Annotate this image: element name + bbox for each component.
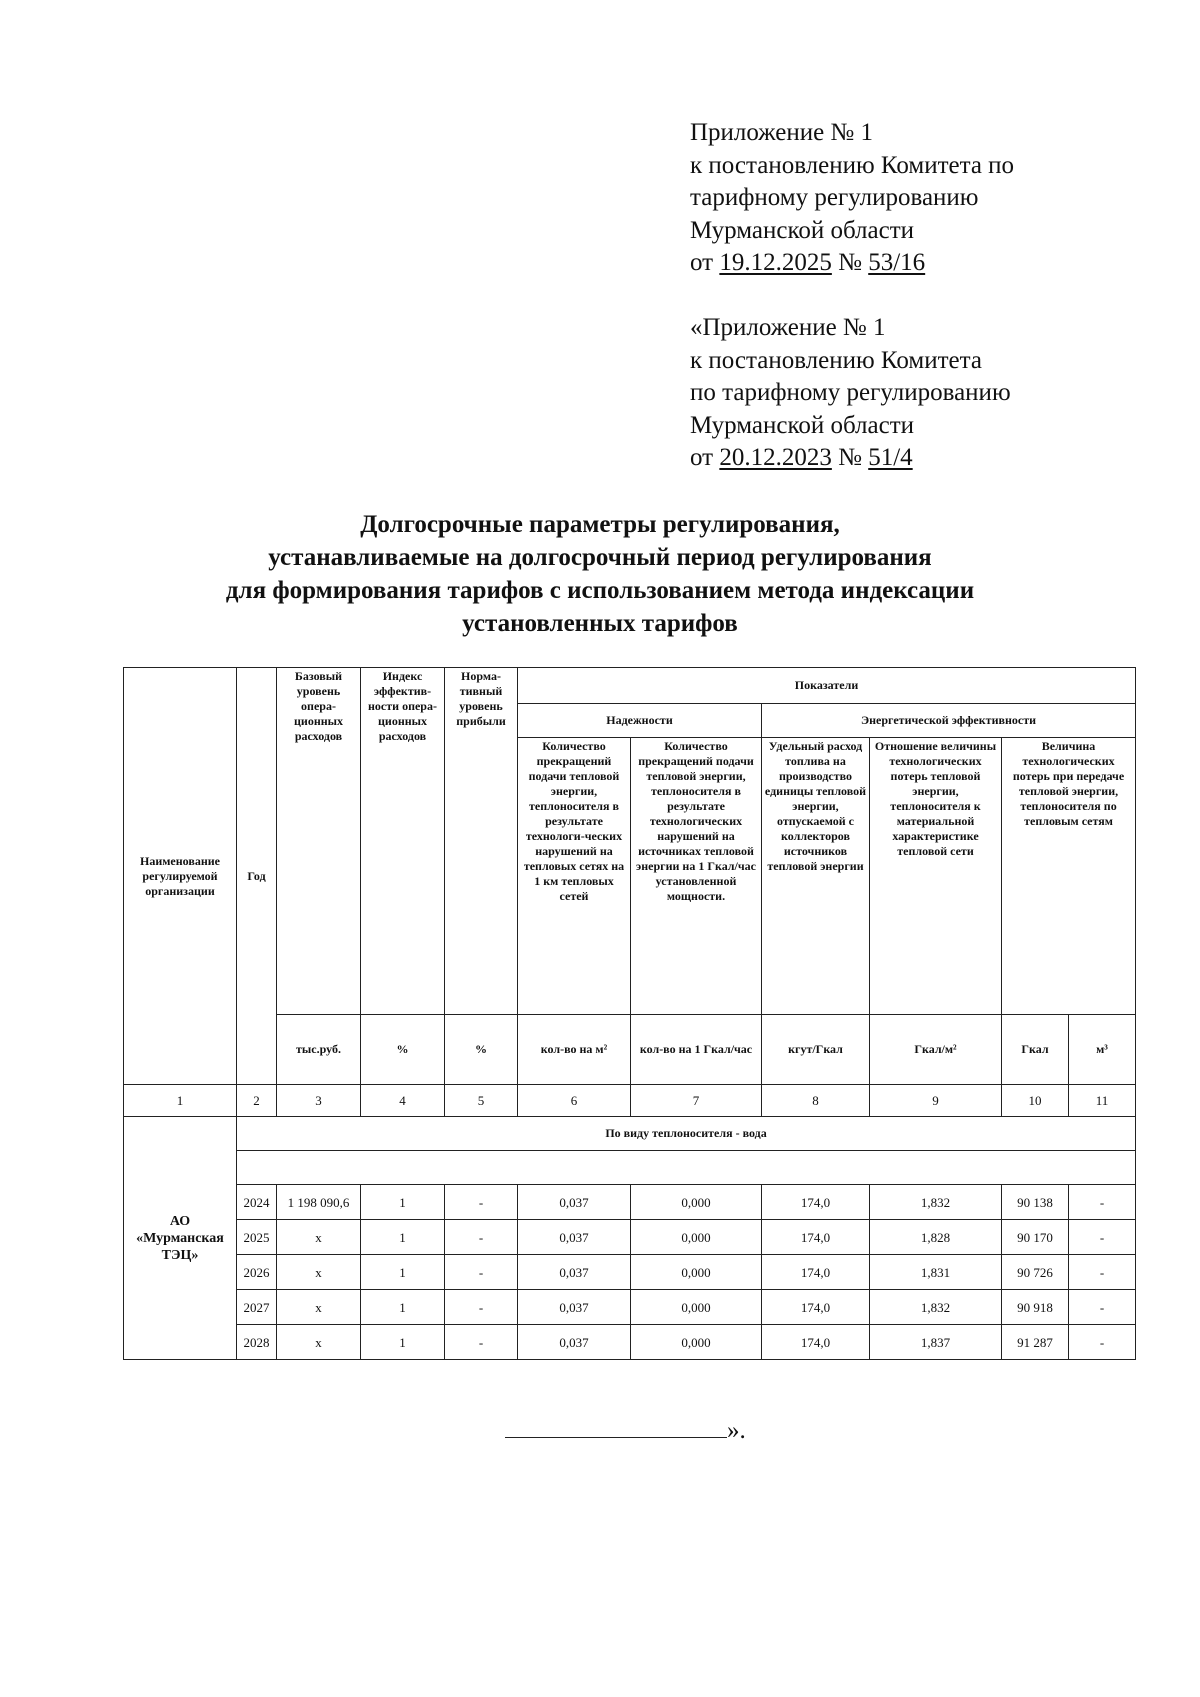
cell-interruptions-network: 0,037 — [518, 1255, 631, 1290]
table-row — [124, 1325, 1136, 1360]
organization-name: АО «Мурманская ТЭЦ» — [124, 1117, 237, 1360]
cell-year: 2027 — [237, 1290, 277, 1325]
cell-interruptions-network: 0,037 — [518, 1325, 631, 1360]
title-line: установленных тарифов — [462, 610, 738, 637]
cell-base-level: x — [277, 1325, 361, 1360]
column-number: 10 — [1002, 1085, 1069, 1117]
appendix-number: 53/16 — [868, 249, 926, 276]
unit-interruptions-sources: кол-во на 1 Гкал/час — [631, 1015, 762, 1085]
column-number: 11 — [1069, 1085, 1136, 1117]
header-efficiency-index: Индекс эффектив-ности опера-ционных расходов — [361, 668, 445, 1015]
cell-profit-level: - — [445, 1220, 518, 1255]
cell-losses-gcal: 90 170 — [1002, 1220, 1069, 1255]
header-losses: Величина технологических потерь при передаче тепловой энергии, теплоносителя по тепловым сетям — [1002, 738, 1136, 1015]
cell-losses-m3: - — [1069, 1290, 1136, 1325]
cell-interruptions-sources: 0,000 — [631, 1325, 762, 1360]
cell-fuel-consumption: 174,0 — [762, 1290, 870, 1325]
cell-loss-ratio: 1,832 — [870, 1290, 1002, 1325]
cell-year: 2024 — [237, 1185, 277, 1220]
cell-profit-level: - — [445, 1255, 518, 1290]
cell-year: 2026 — [237, 1255, 277, 1290]
cell-fuel-consumption: 174,0 — [762, 1220, 870, 1255]
table-row — [124, 1255, 1136, 1290]
cell-profit-level: - — [445, 1325, 518, 1360]
cell-base-level: x — [277, 1290, 361, 1325]
title-line: Долгосрочные параметры регулирования, — [360, 511, 840, 538]
appendix-line: к постановлению Комитета по — [690, 151, 1015, 179]
appendix-line: «Приложение № 1 — [690, 314, 886, 341]
cell-loss-ratio: 1,828 — [870, 1220, 1002, 1255]
cell-losses-gcal: 90 138 — [1002, 1185, 1069, 1220]
blank-row — [237, 1151, 1136, 1185]
section-label: По виду теплоносителя - вода — [237, 1117, 1136, 1151]
appendix-date-line — [690, 247, 1014, 280]
cell-profit-level: - — [445, 1185, 518, 1220]
appendix-line: Мурманской области — [690, 216, 915, 244]
unit-losses-gcal: Гкал — [1002, 1015, 1069, 1085]
column-number: 3 — [277, 1085, 361, 1117]
cell-interruptions-sources: 0,000 — [631, 1185, 762, 1220]
header-base-level: Базовый уровень опера-ционных расходов — [277, 668, 361, 1015]
date-prefix: от — [690, 249, 714, 276]
header-fuel-consumption: Удельный расход топлива на производство единицы тепловой энергии, отпускаемой с коллекторов источников тепловой энергии — [762, 738, 870, 1015]
date-prefix: от — [690, 444, 714, 471]
appendix-current-block — [690, 117, 1014, 280]
cell-base-level: 1 198 090,6 — [277, 1185, 361, 1220]
header-org-name: Наименование регулируемой организации — [124, 668, 237, 1085]
unit-profit-level: % — [445, 1015, 518, 1085]
appendix-line: к постановлению Комитета — [690, 346, 982, 374]
cell-year: 2028 — [237, 1325, 277, 1360]
header-interruptions-network: Количество прекращений подачи тепловой энергии, теплоносителя в результате технологи-ческих нарушений на тепловых сетях на 1 км тепловых сетей — [518, 738, 631, 1015]
appendix-date-line — [690, 442, 1011, 475]
column-number: 1 — [124, 1085, 237, 1117]
appendix-original-block — [690, 312, 1011, 475]
parameters-table — [123, 667, 1136, 1360]
title-line: для формирования тарифов с использованием метода индексации — [225, 577, 975, 604]
cell-profit-level: - — [445, 1290, 518, 1325]
cell-fuel-consumption: 174,0 — [762, 1185, 870, 1220]
header-year: Год — [237, 668, 277, 1085]
header-loss-ratio: Отношение величины технологических потерь тепловой энергии, теплоносителя к материальной характеристике тепловой сети — [870, 738, 1002, 1015]
cell-fuel-consumption: 174,0 — [762, 1255, 870, 1290]
cell-efficiency-index: 1 — [361, 1325, 445, 1360]
column-number: 7 — [631, 1085, 762, 1117]
cell-losses-m3: - — [1069, 1325, 1136, 1360]
cell-loss-ratio: 1,837 — [870, 1325, 1002, 1360]
cell-losses-gcal: 90 918 — [1002, 1290, 1069, 1325]
column-number: 8 — [762, 1085, 870, 1117]
number-sign: № — [838, 444, 862, 471]
cell-losses-m3: - — [1069, 1185, 1136, 1220]
cell-efficiency-index: 1 — [361, 1290, 445, 1325]
table-row — [124, 1290, 1136, 1325]
column-number: 2 — [237, 1085, 277, 1117]
column-number: 5 — [445, 1085, 518, 1117]
cell-interruptions-sources: 0,000 — [631, 1255, 762, 1290]
cell-interruptions-sources: 0,000 — [631, 1290, 762, 1325]
column-number: 6 — [518, 1085, 631, 1117]
header-energy-efficiency: Энергетической эффективности — [762, 704, 1136, 738]
cell-loss-ratio: 1,832 — [870, 1185, 1002, 1220]
unit-interruptions-network: кол-во на м² — [518, 1015, 631, 1085]
cell-losses-gcal: 91 287 — [1002, 1325, 1069, 1360]
cell-base-level: x — [277, 1220, 361, 1255]
cell-efficiency-index: 1 — [361, 1255, 445, 1290]
header-profit-level: Норма-тивный уровень прибыли — [445, 668, 518, 1015]
cell-efficiency-index: 1 — [361, 1220, 445, 1255]
unit-efficiency-index: % — [361, 1015, 445, 1085]
cell-interruptions-sources: 0,000 — [631, 1220, 762, 1255]
cell-year: 2025 — [237, 1220, 277, 1255]
number-sign: № — [838, 249, 862, 276]
unit-fuel-consumption: кгут/Гкал — [762, 1015, 870, 1085]
column-number: 4 — [361, 1085, 445, 1117]
appendix-line: Мурманской области — [690, 411, 915, 439]
closing-mark: ». — [727, 1417, 746, 1444]
cell-losses-gcal: 90 726 — [1002, 1255, 1069, 1290]
unit-losses-m3: м³ — [1069, 1015, 1136, 1085]
appendix-line: тарифному регулированию — [690, 184, 979, 211]
table-row — [124, 1185, 1136, 1220]
cell-efficiency-index: 1 — [361, 1185, 445, 1220]
column-number: 9 — [870, 1085, 1002, 1117]
appendix-line: Приложение № 1 — [690, 119, 874, 146]
unit-loss-ratio: Гкал/м² — [870, 1015, 1002, 1085]
cell-fuel-consumption: 174,0 — [762, 1325, 870, 1360]
header-reliability: Надежности — [518, 704, 762, 738]
appendix-number: 51/4 — [868, 444, 913, 471]
cell-interruptions-network: 0,037 — [518, 1220, 631, 1255]
cell-losses-m3: - — [1069, 1220, 1136, 1255]
appendix-date: 19.12.2025 — [719, 249, 832, 276]
signature-underline — [505, 1417, 727, 1438]
cell-loss-ratio: 1,831 — [870, 1255, 1002, 1290]
header-interruptions-sources: Количество прекращений подачи тепловой энергии, теплоносителя в результате технологических нарушений на источниках тепловой энергии на 1 Гкал/час установленной мощности. — [631, 738, 762, 1015]
cell-losses-m3: - — [1069, 1255, 1136, 1290]
document-title — [150, 508, 1050, 640]
cell-interruptions-network: 0,037 — [518, 1185, 631, 1220]
appendix-line: по тарифному регулированию — [690, 379, 1011, 406]
cell-interruptions-network: 0,037 — [518, 1290, 631, 1325]
header-indicators: Показатели — [518, 668, 1136, 704]
unit-base-level: тыс.руб. — [277, 1015, 361, 1085]
cell-base-level: x — [277, 1255, 361, 1290]
appendix-date: 20.12.2023 — [719, 444, 832, 471]
closing-line — [505, 1417, 746, 1445]
table-row — [124, 1220, 1136, 1255]
title-line: устанавливаемые на долгосрочный период регулирования — [268, 544, 932, 571]
